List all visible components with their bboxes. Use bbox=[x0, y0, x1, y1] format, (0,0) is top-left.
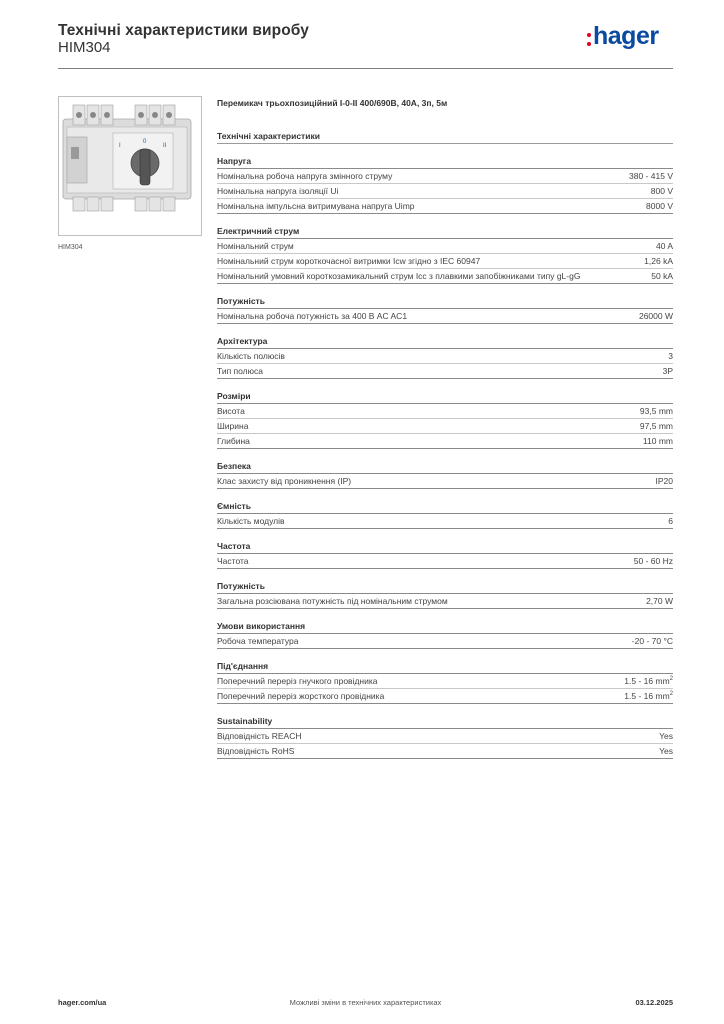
header-divider bbox=[58, 68, 673, 69]
spec-label: Висота bbox=[217, 405, 245, 416]
spec-value bbox=[651, 271, 673, 283]
spec-value-text: 50 kA bbox=[651, 270, 673, 281]
spec-section bbox=[217, 460, 673, 489]
spec-section bbox=[217, 715, 673, 759]
product-description: Перемикач трьохпозиційний I-0-II 400/690В, 40А, 3п, 5м bbox=[217, 98, 448, 108]
spec-value bbox=[632, 636, 673, 648]
spec-row bbox=[217, 184, 673, 199]
spec-row bbox=[217, 634, 673, 649]
spec-value bbox=[624, 691, 673, 703]
spec-value bbox=[656, 476, 674, 488]
spec-section bbox=[217, 620, 673, 649]
spec-row bbox=[217, 554, 673, 569]
spec-value bbox=[659, 746, 673, 758]
footer-notice: Можливі зміни в технічних характеристиках bbox=[289, 998, 442, 1007]
unit-superscript: 2 bbox=[669, 675, 673, 682]
product-code: HIM304 bbox=[58, 39, 111, 56]
spec-label: Частота bbox=[217, 555, 249, 566]
spec-row bbox=[217, 169, 673, 184]
spec-value bbox=[668, 516, 673, 528]
svg-text:II: II bbox=[163, 143, 167, 149]
spec-value bbox=[663, 366, 673, 378]
spec-section bbox=[217, 335, 673, 379]
spec-value bbox=[659, 731, 673, 743]
tech-spec-heading: Технічні характеристики bbox=[217, 129, 673, 144]
spec-value bbox=[624, 676, 673, 688]
switch-disconnector-icon bbox=[59, 97, 201, 235]
spec-value bbox=[668, 351, 673, 363]
spec-sections bbox=[217, 155, 673, 759]
spec-section bbox=[217, 295, 673, 324]
section-title: Безпека bbox=[217, 460, 673, 474]
svg-text:I: I bbox=[119, 143, 121, 149]
spec-value bbox=[639, 311, 673, 323]
spec-label: Номінальна робоча потужність за 400 В AC AC1 bbox=[217, 310, 408, 321]
spec-value-text: 110 mm bbox=[642, 435, 673, 446]
logo-dots-icon bbox=[587, 33, 591, 51]
spec-value-text: 40 A bbox=[655, 240, 673, 251]
spec-label: Тип полюса bbox=[217, 365, 263, 376]
spec-value bbox=[646, 201, 673, 213]
spec-value-text: 1.5 - 16 mm bbox=[624, 675, 670, 686]
section-title: Архітектура bbox=[217, 335, 673, 349]
spec-row bbox=[217, 404, 673, 419]
spec-value bbox=[629, 171, 673, 183]
spec-value-text: 1,26 kA bbox=[644, 255, 673, 266]
spec-value-text: 800 V bbox=[650, 185, 673, 196]
spec-section bbox=[217, 580, 673, 609]
spec-row bbox=[217, 594, 673, 609]
spec-value bbox=[651, 186, 673, 198]
spec-label: Поперечний переріз гнучкого провідника bbox=[217, 675, 378, 686]
unit-superscript: 2 bbox=[669, 690, 673, 697]
section-title: Потужність bbox=[217, 295, 673, 309]
spec-label: Відповідність REACH bbox=[217, 730, 302, 741]
spec-label: Номінальна імпульсна витримувана напруга Uimp bbox=[217, 200, 415, 211]
section-title: Напруга bbox=[217, 155, 673, 169]
spec-label: Номінальний струм bbox=[217, 240, 294, 251]
spec-value-text: Yes bbox=[659, 745, 673, 756]
spec-row bbox=[217, 729, 673, 744]
footer-website: hager.com/ua bbox=[58, 998, 107, 1007]
section-title: Частота bbox=[217, 540, 673, 554]
page-header bbox=[58, 18, 673, 66]
spec-row bbox=[217, 674, 673, 689]
section-title: Потужність bbox=[217, 580, 673, 594]
spec-value bbox=[640, 406, 673, 418]
spec-value bbox=[656, 241, 673, 253]
spec-value-text: 8000 V bbox=[646, 200, 673, 211]
spec-value-text: IP20 bbox=[655, 475, 673, 486]
spec-content bbox=[217, 96, 673, 759]
spec-value-text: 6 bbox=[668, 515, 673, 526]
spec-label: Ширина bbox=[217, 420, 249, 431]
spec-row bbox=[217, 269, 673, 284]
spec-value bbox=[643, 436, 673, 448]
page-footer bbox=[58, 998, 673, 1012]
spec-label: Номінальна напруга ізоляції Ui bbox=[217, 185, 339, 196]
spec-section bbox=[217, 225, 673, 284]
spec-label: Відповідність RoHS bbox=[217, 745, 295, 756]
section-title: Електричний струм bbox=[217, 225, 673, 239]
spec-value bbox=[644, 256, 673, 268]
spec-value-text: 50 - 60 Hz bbox=[633, 555, 673, 566]
spec-value-text: 97,5 mm bbox=[639, 420, 673, 431]
spec-label: Номінальний умовний короткозамикальний струм Icc з плавкими запобіжниками типу gL-gG bbox=[217, 270, 581, 281]
spec-value-text: 3P bbox=[662, 365, 673, 376]
spec-value-text: 380 - 415 V bbox=[629, 170, 673, 181]
section-title: Розміри bbox=[217, 390, 673, 404]
logo-text: hager bbox=[593, 22, 659, 50]
image-caption: HIM304 bbox=[58, 244, 83, 251]
spec-row bbox=[217, 239, 673, 254]
spec-row bbox=[217, 364, 673, 379]
spec-row bbox=[217, 474, 673, 489]
section-title: Умови використання bbox=[217, 620, 673, 634]
spec-value bbox=[634, 556, 673, 568]
spec-row bbox=[217, 199, 673, 214]
spec-row bbox=[217, 419, 673, 434]
spec-value bbox=[646, 596, 673, 608]
spec-value-text: 93,5 mm bbox=[639, 405, 673, 416]
spec-label: Глибина bbox=[217, 435, 250, 446]
spec-section bbox=[217, 500, 673, 529]
footer-date: 03.12.2025 bbox=[635, 998, 673, 1007]
spec-section bbox=[217, 390, 673, 449]
spec-value-text: 26000 W bbox=[638, 310, 673, 321]
spec-section bbox=[217, 660, 673, 704]
spec-label: Клас захисту від проникнення (IP) bbox=[217, 475, 352, 486]
spec-label: Кількість модулів bbox=[217, 515, 285, 526]
spec-label: Поперечний переріз жорсткого провідника bbox=[217, 690, 385, 701]
spec-label: Кількість полюсів bbox=[217, 350, 285, 361]
svg-text:0: 0 bbox=[143, 139, 147, 145]
spec-value-text: 2,70 W bbox=[646, 595, 673, 606]
spec-label: Номінальна робоча напруга змінного струму bbox=[217, 170, 393, 181]
spec-value-text: 1.5 - 16 mm bbox=[624, 690, 670, 701]
spec-row bbox=[217, 349, 673, 364]
section-title: Під'єднання bbox=[217, 660, 673, 674]
spec-value-text: Yes bbox=[659, 730, 673, 741]
spec-row bbox=[217, 689, 673, 704]
product-image bbox=[58, 96, 202, 236]
document-title: Технічні характеристики виробу bbox=[58, 22, 309, 39]
spec-row bbox=[217, 254, 673, 269]
spec-label: Робоча температура bbox=[217, 635, 299, 646]
hager-logo bbox=[583, 24, 673, 54]
section-title: Sustainability bbox=[217, 715, 673, 729]
section-title: Ємність bbox=[217, 500, 673, 514]
spec-row bbox=[217, 514, 673, 529]
spec-section bbox=[217, 155, 673, 214]
spec-row bbox=[217, 744, 673, 759]
spec-row bbox=[217, 309, 673, 324]
spec-label: Загальна розсіювана потужність під номінальним струмом bbox=[217, 595, 448, 606]
spec-row bbox=[217, 434, 673, 449]
spec-value-text: -20 - 70 °C bbox=[631, 635, 673, 646]
spec-value-text: 3 bbox=[668, 350, 673, 361]
spec-section bbox=[217, 540, 673, 569]
spec-value bbox=[640, 421, 673, 433]
spec-label: Номінальний струм короткочасної витримки Icw згідно з IEC 60947 bbox=[217, 255, 481, 266]
